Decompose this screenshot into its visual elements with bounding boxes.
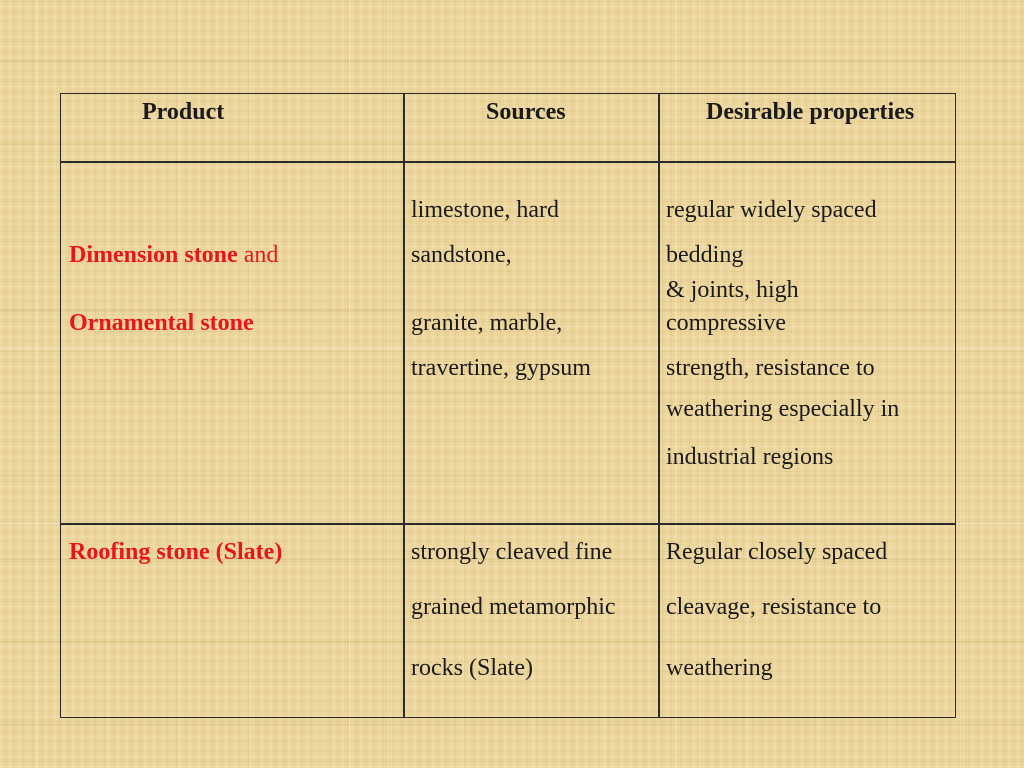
property-line: Regular closely spaced — [666, 539, 888, 565]
source-line: strongly cleaved fine — [411, 539, 613, 565]
header-sources: Sources — [486, 99, 566, 125]
property-line: industrial regions — [666, 444, 834, 470]
property-line: weathering especially in — [666, 396, 900, 422]
property-line: compressive — [666, 310, 786, 336]
source-line: sandstone, — [411, 242, 512, 268]
source-line: limestone, hard — [411, 197, 559, 223]
property-line: strength, resistance to — [666, 355, 875, 381]
source-line: grained metamorphic — [411, 594, 616, 620]
header-desirable-properties: Desirable properties — [706, 99, 915, 125]
row-divider — [61, 161, 955, 163]
product-name: Dimension stone — [69, 242, 238, 268]
product-name: Roofing stone (Slate) — [69, 539, 283, 565]
column-divider — [403, 94, 405, 717]
property-line: bedding — [666, 242, 744, 268]
source-line: granite, marble, — [411, 310, 563, 336]
property-line: weathering — [666, 655, 773, 681]
column-divider — [658, 94, 660, 717]
source-line: travertine, gypsum — [411, 355, 591, 381]
product-cell-dimension-stone — [69, 243, 278, 267]
product-name: Ornamental stone — [69, 310, 254, 336]
property-line: regular widely spaced — [666, 197, 877, 223]
property-line: & joints, high — [666, 277, 799, 303]
source-line: rocks (Slate) — [411, 655, 533, 681]
row-divider — [61, 523, 955, 525]
header-product: Product — [142, 99, 225, 125]
product-connector: and — [237, 242, 279, 268]
property-line: cleavage, resistance to — [666, 594, 882, 620]
